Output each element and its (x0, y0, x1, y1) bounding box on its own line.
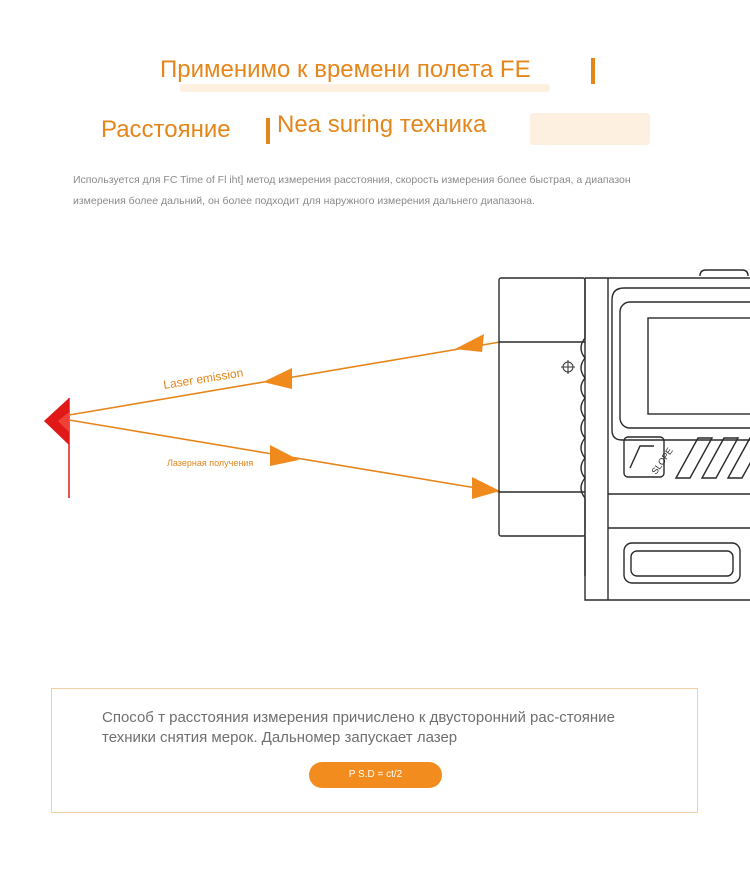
page-title: Применимо к времени полета FE (160, 56, 531, 83)
reception-label: Лазерная получения (167, 458, 254, 468)
subtitle-suffix: Nea suring техника (277, 111, 487, 138)
crosshair-icon (561, 360, 575, 374)
laser-emission-line (69, 334, 500, 415)
target-flag-icon (44, 398, 69, 498)
info-box (51, 688, 698, 813)
emission-label: Laser emission (162, 365, 245, 392)
slope-button-label: SLOPE (649, 445, 675, 477)
info-box-text: Способ т расстояния измерения причислено к двусторонний рас-стояние техники снятия мерок. Дальномер запускает лазер (102, 709, 615, 746)
rangefinder-device (499, 270, 750, 600)
formula-badge: P S.D = ct/2 (309, 762, 442, 788)
subtitle-prefix: Расстояние (101, 116, 231, 143)
description-text: Используется для FC Time of Fl iht] метод измерения расстояния, скорость измерения более быстрая, а диапазон измерения более дальний, он более подходит для наружного измерения дальнего диапазона. (73, 174, 631, 207)
laser-reception-line (69, 420, 500, 499)
